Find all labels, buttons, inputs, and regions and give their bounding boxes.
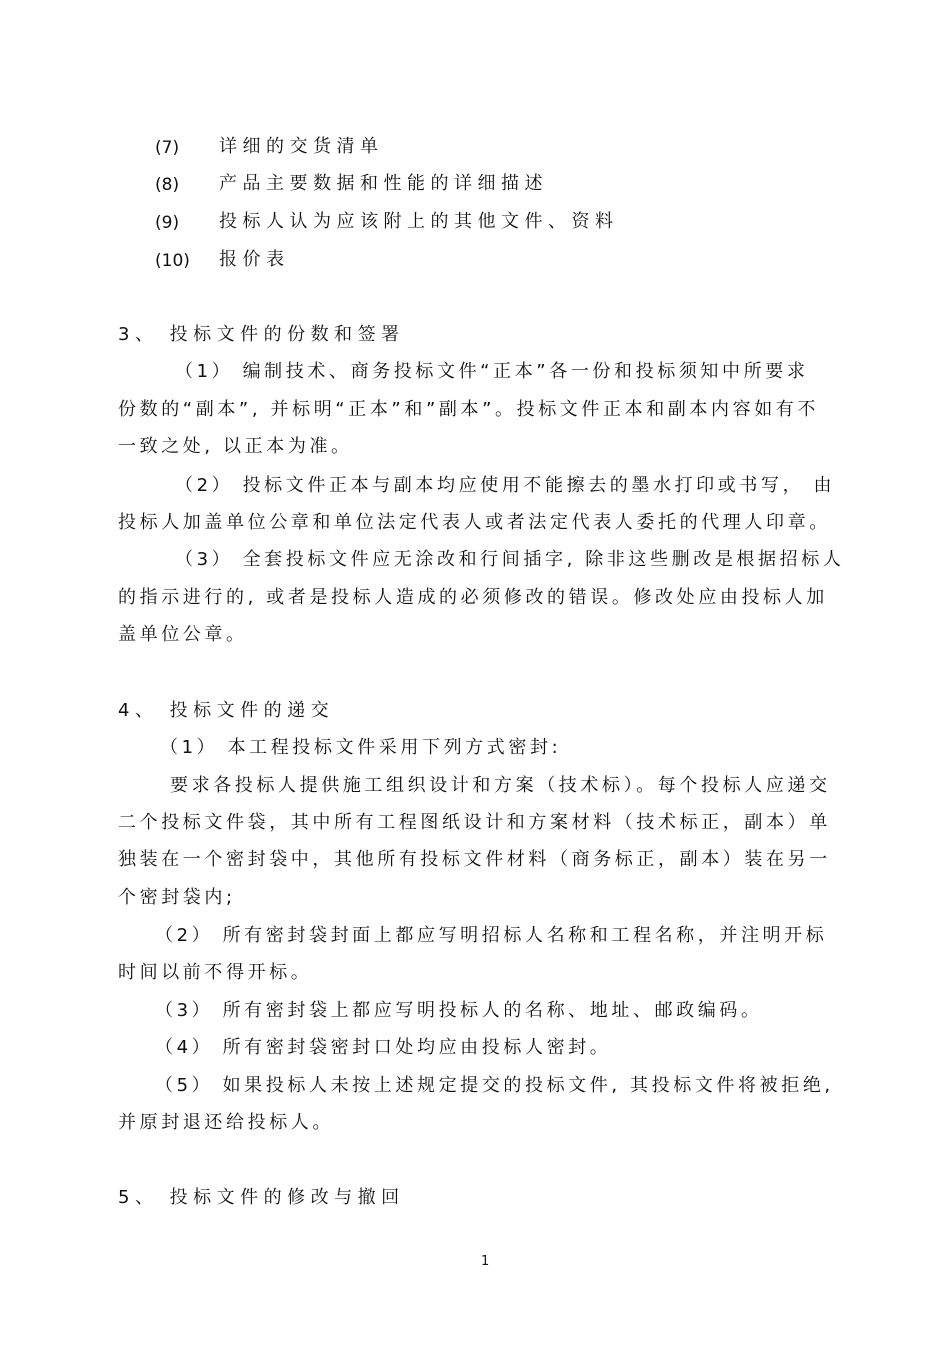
- list-number-8: (8): [155, 175, 180, 195]
- section4-p3-line1: （2） 所有密封袋封面上都应写明招标人名称和工程名称，并注明开标: [155, 925, 828, 946]
- section3-heading: 3、 投标文件的份数和签署: [118, 324, 405, 345]
- section4-p2-line3: 独装在一个密封袋中，其他所有投标文件材料（商务标正，副本）装在另一: [118, 849, 831, 870]
- section3-p1-line1: （1） 编制技术、商务投标文件“正本”各一份和投标须知中所要求: [175, 361, 809, 382]
- section4-p4: （3） 所有密封袋上都应写明投标人的名称、地址、邮政编码。: [155, 1000, 763, 1021]
- list-number-9: (9): [155, 213, 180, 233]
- section3-p2-line1: （2） 投标文件正本与副本均应使用不能擦去的墨水打印或书写， 由: [175, 475, 836, 496]
- section4-p6-line2: 并原封退还给投标人。: [118, 1112, 334, 1133]
- section4-p5: （4） 所有密封袋密封口处均应由投标人密封。: [155, 1037, 612, 1058]
- list-number-10: (10): [155, 251, 190, 271]
- list-number-7: (7): [155, 138, 180, 158]
- section3-p3-line2: 的指示进行的, 或者是投标人造成的必须修改的错误。修改处应由投标人加: [118, 587, 828, 608]
- section4-p2-line1: 要求各投标人提供施工组织设计和方案（技术标）。每个投标人应递交: [170, 775, 831, 796]
- section3-p1-line3: 一致之处, 以正本为准。: [118, 436, 353, 457]
- section4-p1: （1） 本工程投标文件采用下列方式密封:: [160, 737, 562, 758]
- section3-p3-line1: （3） 全套投标文件应无涂改和行间插字, 除非这些删改是根据招标人: [175, 549, 845, 570]
- section4-heading: 4、 投标文件的递交: [118, 700, 335, 721]
- page-number: 1: [481, 1254, 490, 1269]
- section5-heading: 5、 投标文件的修改与撤回: [118, 1187, 405, 1208]
- section3-p1-line2: 份数的“副本”, 并标明“正本”和”副本”。投标文件正本和副本内容如有不: [118, 399, 819, 420]
- list-text-7: 详细的交货清单: [219, 136, 384, 157]
- section4-p2-line2: 二个投标文件袋，其中所有工程图纸设计和方案材料（技术标正，副本）单: [118, 812, 831, 833]
- section4-p3-line2: 时间以前不得开标。: [118, 962, 313, 983]
- list-text-10: 报价表: [219, 249, 290, 270]
- list-text-9: 投标人认为应该附上的其他文件、资料: [219, 211, 619, 232]
- section4-p6-line1: （5） 如果投标人未按上述规定提交的投标文件, 其投标文件将被拒绝,: [155, 1075, 834, 1096]
- section3-p3-line3: 盖单位公章。: [118, 624, 248, 645]
- section3-p2-line2: 投标人加盖单位公章和单位法定代表人或者法定代表人委托的代理人印章。: [118, 512, 831, 533]
- list-text-8: 产品主要数据和性能的详细描述: [219, 173, 548, 194]
- section4-p2-line4: 个密封袋内;: [118, 887, 236, 908]
